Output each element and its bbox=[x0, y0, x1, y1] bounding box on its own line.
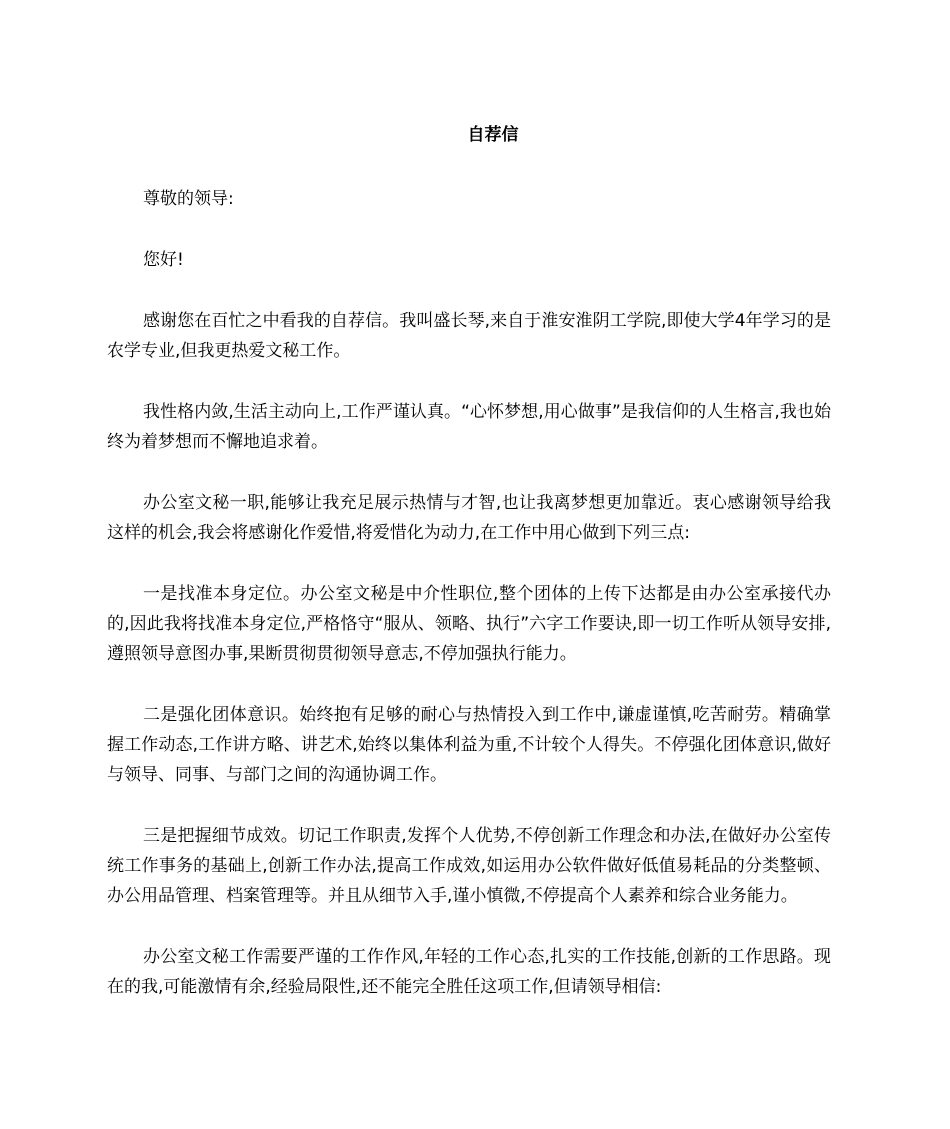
document-title: 自荐信 bbox=[467, 125, 519, 145]
paragraph-point-one: 一是找准本身定位。办公室文秘是中介性职位,整个团体的上传下达都是由办公室承接代办的,因此我将找准本身定位,严格恪守“服从、领略、执行”六字工作要诀,即一切工作听从领导安排,遵照领导意图办事,果断贯彻贯彻领导意志,不停加强执行能力。 bbox=[107, 584, 831, 664]
paragraph-introduction: 感谢您在百忙之中看我的自荐信。我叫盛长琴,来自于淮安淮阴工学院,即使大学4年学习的是农学专业,但我更热爱文秘工作。 bbox=[107, 311, 831, 361]
paragraph-personality: 我性格内敛,生活主动向上,工作严谨认真。“心怀梦想,用心做事”是我信仰的人生格言,我也始终为着梦想而不懈地追求着。 bbox=[107, 402, 831, 452]
paragraph-closing: 办公室文秘工作需要严谨的工作作风,年轻的工作心态,扎实的工作技能,创新的工作思路。现在的我,可能激情有余,经验局限性,还不能完全胜任这项工作,但请领导相信: bbox=[107, 947, 831, 997]
paragraph-commitment: 办公室文秘一职,能够让我充足展示热情与才智,也让我离梦想更加靠近。衷心感谢领导给我这样的机会,我会将感谢化作爱惜,将爱惜化为动力,在工作中用心做到下列三点: bbox=[107, 493, 831, 543]
letter-body bbox=[107, 184, 831, 1002]
salutation: 尊敬的领导: bbox=[143, 189, 234, 209]
greeting: 您好! bbox=[143, 250, 184, 270]
paragraph-point-two: 二是强化团体意识。始终抱有足够的耐心与热情投入到工作中,谦虚谨慎,吃苦耐劳。精确掌握工作动态,工作讲方略、讲艺术,始终以集体利益为重,不计较个人得失。不停强化团体意识,做好与领导、同事、与部门之间的沟通协调工作。 bbox=[107, 705, 831, 785]
paragraph-point-three: 三是把握细节成效。切记工作职责,发挥个人优势,不停创新工作理念和办法,在做好办公室传统工作事务的基础上,创新工作办法,提高工作成效,如运用办公软件做好低值易耗品的分类整顿、办公用品管理、档案管理等。并且从细节入手,谨小慎微,不停提高个人素养和综合业务能力。 bbox=[107, 826, 831, 906]
